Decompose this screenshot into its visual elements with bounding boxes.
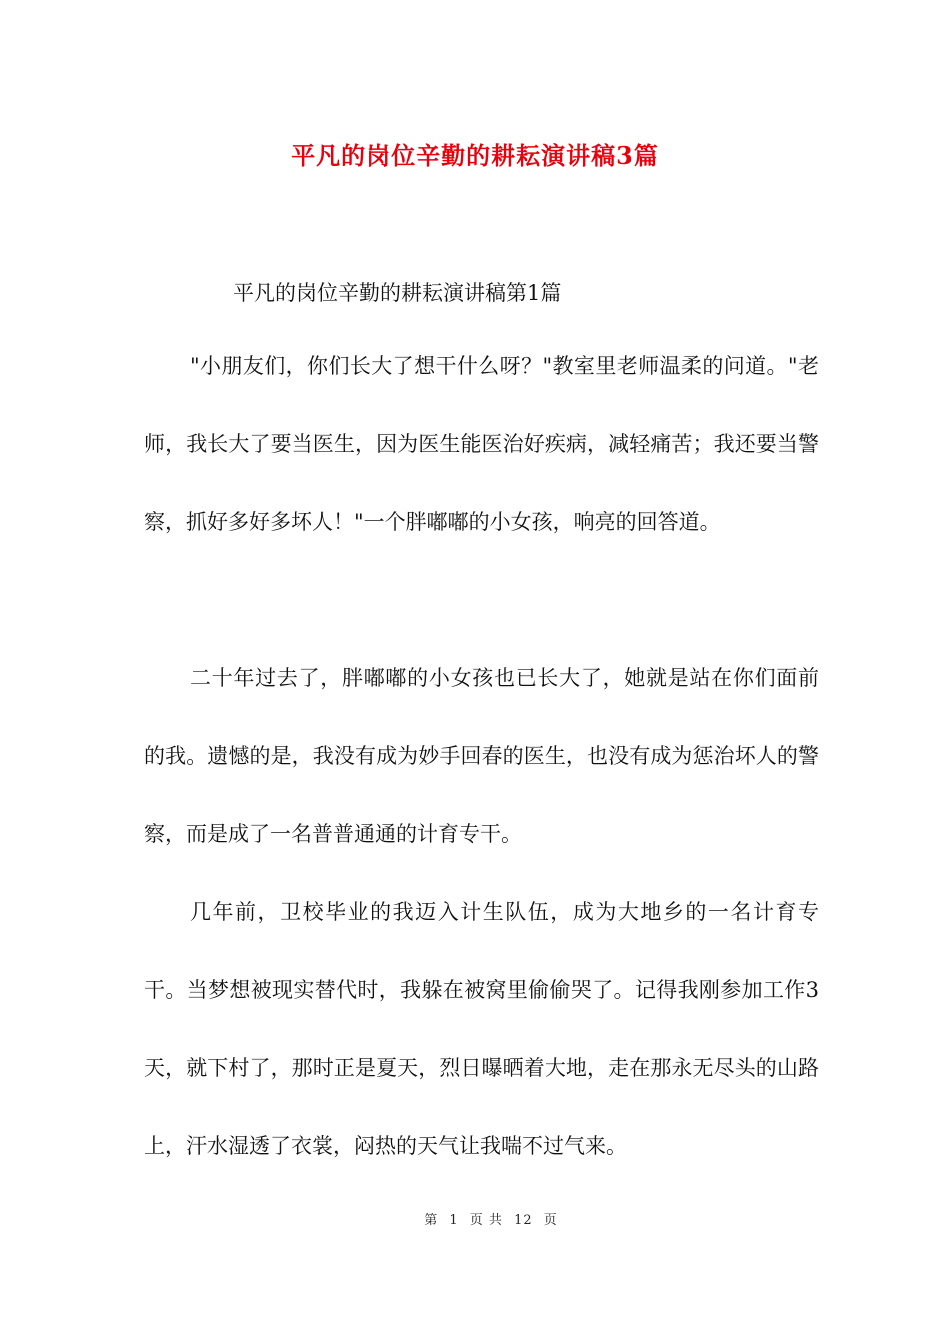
paragraph-3: 几年前，卫校毕业的我迈入计生队伍，成为大地乡的一名计育专干。当梦想被现实替代时，我躲在被窝里偷偷哭了。记得我刚参加工作3天，就下村了，那时正是夏天，烈日曝晒着大地，走在那永无尽头的山路上，汗水湿透了衣裳，闷热的天气让我喘不过气来。: [144, 900, 819, 1158]
footer-total-pages: 12: [514, 1213, 533, 1228]
footer-suffix: 页: [543, 1213, 558, 1228]
page-footer: [0, 1209, 950, 1228]
paragraph-1: "小朋友们，你们长大了想干什么呀？"教室里老师温柔的问道。"老师，我长大了要当医生，因为医生能医治好疾病，减轻痛苦；我还要当警察，抓好多好多坏人！"一个胖嘟嘟的小女孩，响亮的回答道。: [144, 354, 819, 534]
footer-middle: 页 共: [469, 1213, 503, 1228]
footer-prefix: 第: [424, 1213, 439, 1228]
document-title: 平凡的岗位辛勤的耕耘演讲稿3篇: [291, 141, 659, 170]
footer-current-page: 1: [449, 1213, 459, 1228]
section-heading: 平凡的岗位辛勤的耕耘演讲稿第1篇: [233, 281, 562, 305]
paragraph-2: 二十年过去了，胖嘟嘟的小女孩也已长大了，她就是站在你们面前的我。遗憾的是，我没有成为妙手回春的医生，也没有成为惩治坏人的警察，而是成了一名普普通通的计育专干。: [144, 666, 819, 846]
